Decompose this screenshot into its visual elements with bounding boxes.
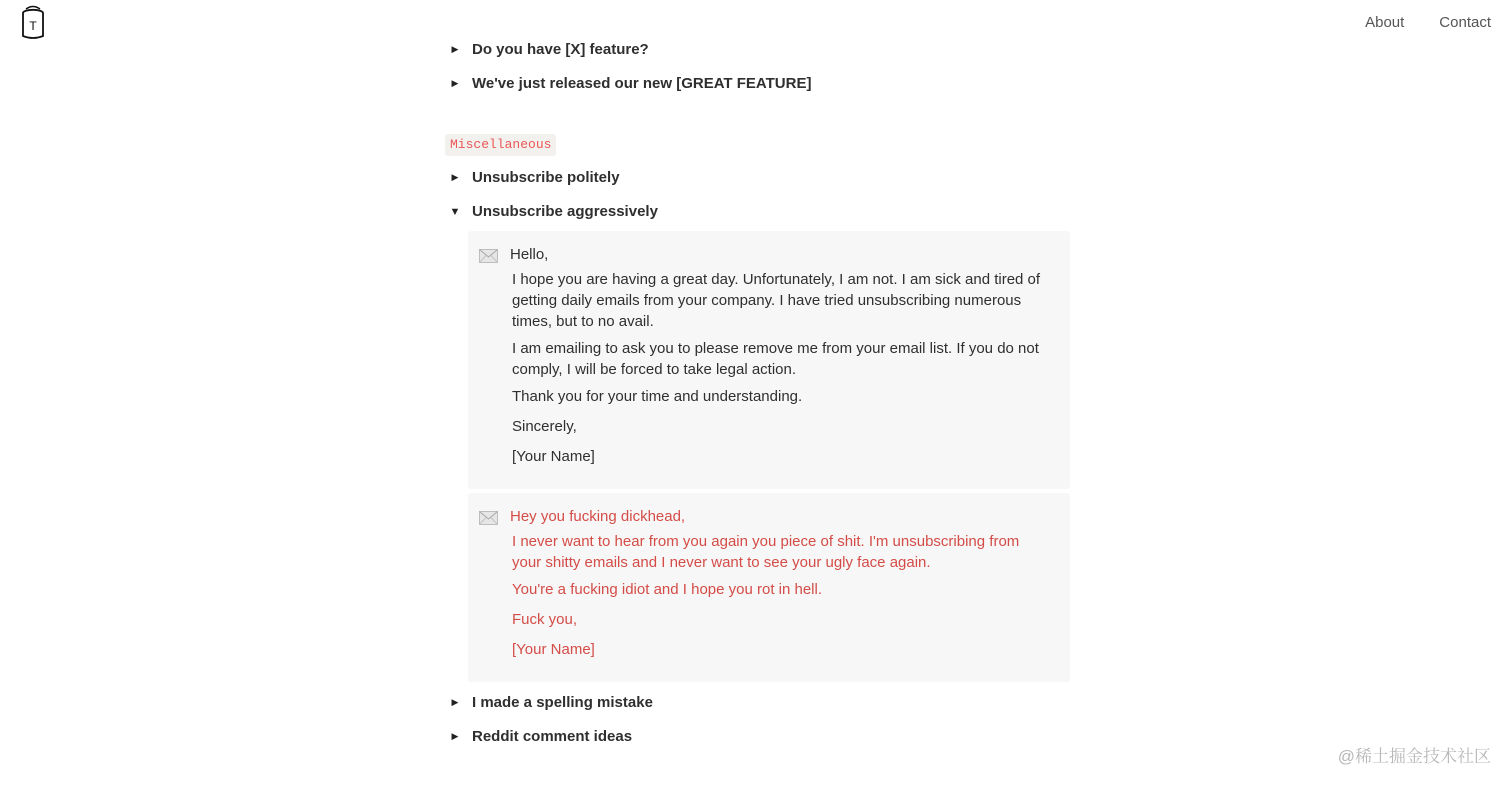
nav-about-link[interactable]: About bbox=[1365, 14, 1405, 31]
email-signoff: Sincerely, bbox=[512, 418, 577, 435]
logo-letter: T bbox=[29, 19, 37, 33]
toggle-title: We've just released our new [GREAT FEATURE] bbox=[472, 75, 812, 92]
email-paragraph: You're a fucking idiot and I hope you rot in hell. bbox=[512, 581, 823, 598]
toggle-new-feature[interactable] bbox=[448, 75, 811, 92]
email-signature: [Your Name] bbox=[512, 641, 595, 658]
email-paragraph: I am emailing to ask you to please remove me from your email list. If you do not comply, I will be forced to take legal action. bbox=[512, 340, 1039, 378]
nav-contact-link[interactable]: Contact bbox=[1439, 14, 1491, 31]
toggle-unsubscribe-aggressively[interactable] bbox=[448, 203, 658, 220]
triangle-right-icon: ▶ bbox=[451, 78, 459, 88]
logo-icon[interactable] bbox=[21, 5, 45, 41]
triangle-right-icon: ▶ bbox=[451, 697, 459, 707]
email-paragraph: Thank you for your time and understanding. bbox=[512, 388, 803, 405]
toggle-unsubscribe-politely[interactable] bbox=[448, 169, 620, 186]
email-paragraph: I hope you are having a great day. Unfortunately, I am not. I am sick and tired of getting daily emails from your company. I have tried unsubscribing numerous times, but to no avail. bbox=[512, 271, 1041, 330]
triangle-down-icon: ▼ bbox=[449, 205, 461, 218]
email-signoff: Fuck you, bbox=[512, 611, 578, 628]
envelope-icon bbox=[479, 511, 498, 525]
triangle-right-icon: ▶ bbox=[451, 731, 459, 741]
email-signature: [Your Name] bbox=[512, 448, 595, 465]
toggle-title: Unsubscribe politely bbox=[472, 169, 620, 186]
toggle-title: Do you have [X] feature? bbox=[472, 41, 649, 58]
section-tag-miscellaneous: Miscellaneous bbox=[445, 134, 556, 156]
toggle-feature-question[interactable] bbox=[448, 41, 649, 58]
top-nav bbox=[1365, 14, 1491, 31]
triangle-right-icon: ▶ bbox=[451, 172, 459, 182]
email-paragraph: I never want to hear from you again you piece of shit. I'm unsubscribing from your shitty emails and I never want to see your ugly face again. bbox=[512, 533, 1020, 571]
toggle-reddit-comment-ideas[interactable] bbox=[448, 728, 632, 745]
polite-email-callout bbox=[468, 231, 1070, 489]
email-greeting: Hey you fucking dickhead, bbox=[510, 508, 686, 525]
email-greeting: Hello, bbox=[510, 246, 549, 263]
toggle-spelling-mistake[interactable] bbox=[448, 694, 653, 711]
envelope-icon bbox=[479, 249, 498, 263]
toggle-title: I made a spelling mistake bbox=[472, 694, 653, 711]
aggressive-email-callout bbox=[468, 493, 1070, 682]
toggle-title: Reddit comment ideas bbox=[472, 728, 633, 745]
watermark: @稀土掘金技术社区 bbox=[1337, 747, 1491, 766]
triangle-right-icon: ▶ bbox=[451, 44, 459, 54]
toggle-title: Unsubscribe aggressively bbox=[472, 203, 658, 220]
